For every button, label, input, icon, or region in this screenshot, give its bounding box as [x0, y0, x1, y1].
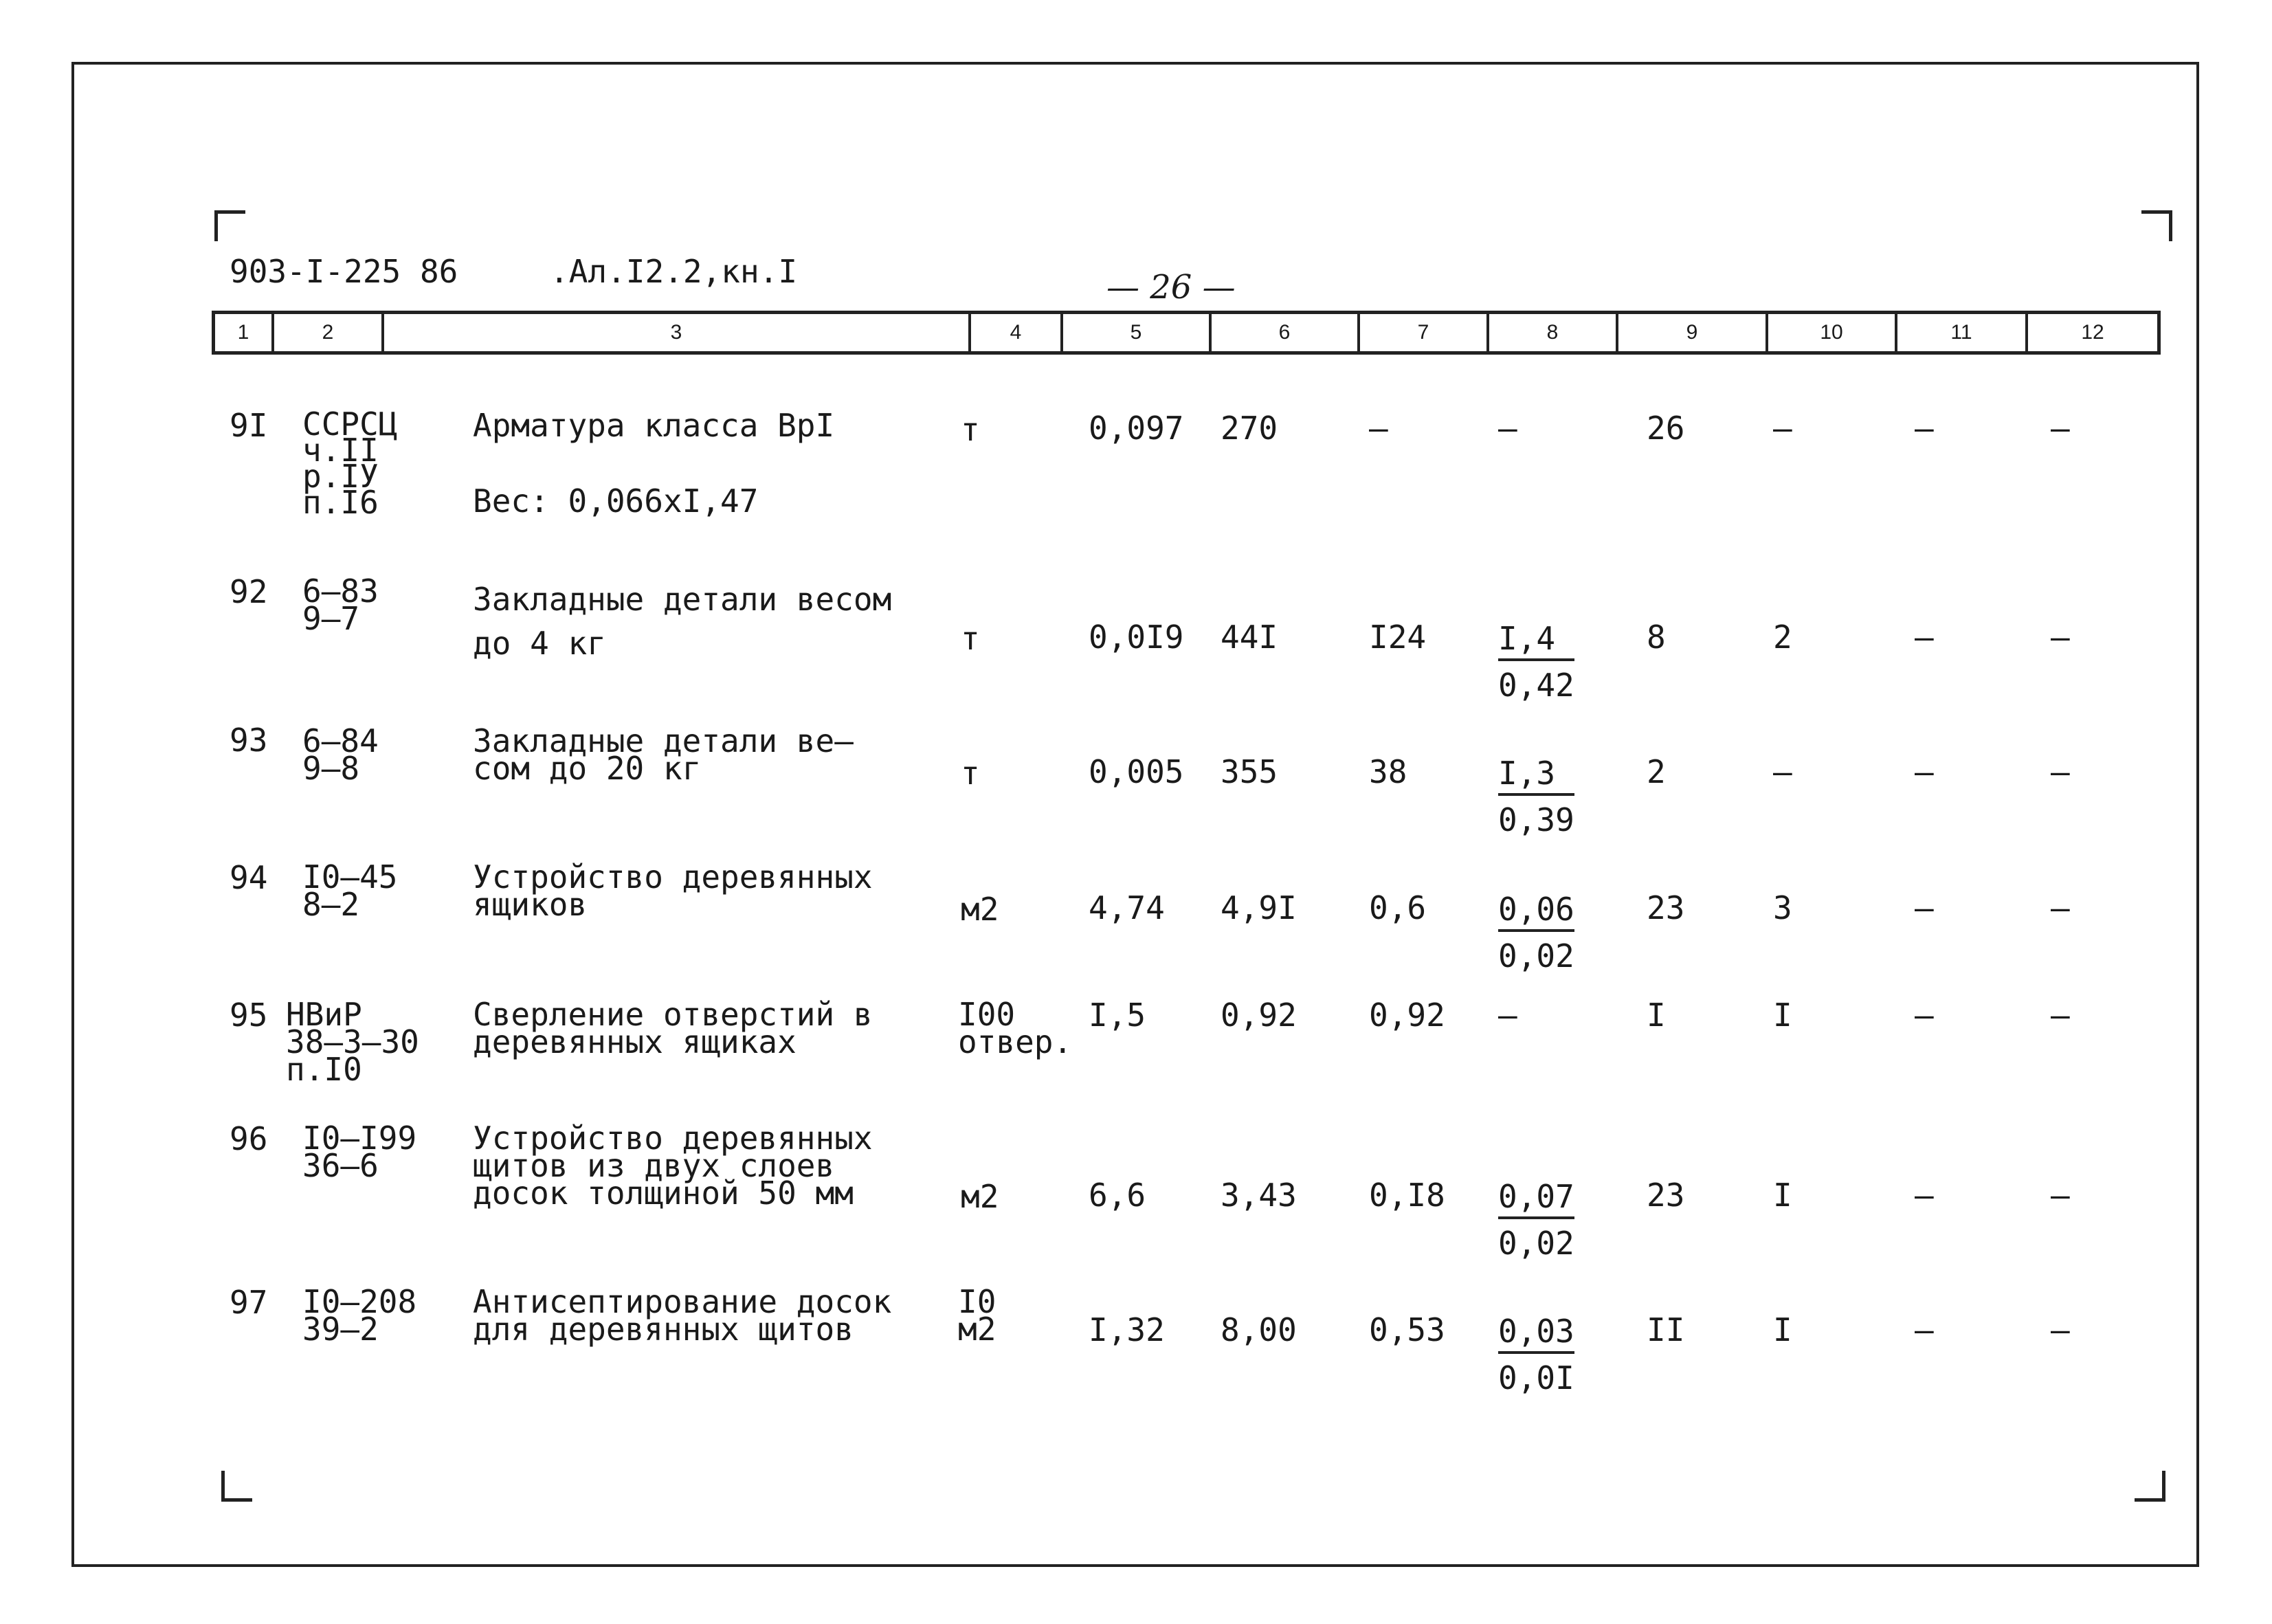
row-name: Сверление отверстий в деревянных ящиках	[473, 996, 873, 1060]
row-unit: т	[961, 755, 980, 792]
row-col9: 8	[1647, 619, 1666, 656]
row-col6: 0,92	[1221, 997, 1297, 1034]
row-col6: 4,9I	[1221, 889, 1297, 926]
row-col7: 0,I8	[1369, 1177, 1445, 1214]
row-col11: –	[1915, 889, 1934, 926]
row-number: 95	[230, 997, 268, 1034]
row-col12: –	[2051, 889, 2070, 926]
row-col11: –	[1915, 410, 1934, 447]
row-number: 92	[230, 573, 268, 610]
row-col8-fraction	[1498, 891, 1574, 975]
column-number: 3	[381, 314, 968, 351]
row-col8: –	[1498, 410, 1517, 447]
row-col10: I	[1773, 1311, 1792, 1348]
row-col12: –	[2051, 1177, 2070, 1214]
fraction-numerator: 0,06	[1498, 893, 1574, 932]
row-col11: –	[1915, 997, 1934, 1034]
row-col9: 2	[1647, 753, 1666, 790]
column-number: 1	[237, 321, 249, 344]
column-number: 5	[1060, 314, 1209, 351]
row-col10: I	[1773, 997, 1792, 1034]
row-col6: 355	[1221, 753, 1278, 790]
row-col11: –	[1915, 753, 1934, 790]
row-number: 9I	[230, 407, 268, 444]
row-number: 97	[230, 1284, 268, 1321]
row-col5: 4,74	[1089, 889, 1165, 926]
row-name: Арматура класса ВрI	[473, 407, 835, 444]
row-name: Закладные детали весом до 4 кг	[473, 581, 892, 662]
row-name-note: Вес: 0,066хI,47	[473, 482, 759, 520]
row-col6: 44I	[1221, 619, 1278, 656]
album-reference: .Ал.I2.2,кн.I	[550, 253, 798, 290]
row-col10: I	[1773, 1177, 1792, 1214]
column-number: 6	[1209, 314, 1357, 351]
fraction-denominator: 0,39	[1498, 801, 1574, 838]
row-col5: 6,6	[1089, 1177, 1146, 1214]
fraction-denominator: 0,42	[1498, 667, 1574, 704]
row-col10: 2	[1773, 619, 1792, 656]
row-col12: –	[2051, 1311, 2070, 1348]
row-unit: м2	[961, 891, 999, 928]
row-name: Устройство деревянных щитов из двух слоев досок толщиной 50 мм	[473, 1120, 873, 1212]
row-col9: II	[1647, 1311, 1685, 1348]
row-unit: I00 отвер.	[958, 996, 1073, 1060]
row-col8-fraction	[1498, 620, 1574, 704]
row-col12: –	[2051, 410, 2070, 447]
row-col9: 26	[1647, 410, 1685, 447]
row-col12: –	[2051, 619, 2070, 656]
row-code: I0–208 39–2	[302, 1283, 417, 1348]
row-number: 96	[230, 1120, 268, 1157]
column-number: 4	[968, 314, 1060, 351]
row-name: Антисептирование досок для деревянных щитов	[473, 1283, 892, 1348]
row-col7: 0,92	[1369, 997, 1445, 1034]
page-number: — 26 —	[1106, 268, 1236, 307]
fraction-numerator: 0,03	[1498, 1315, 1574, 1354]
row-col5: I,5	[1089, 997, 1146, 1034]
row-code: I0–45 8–2	[302, 858, 398, 923]
row-number: 94	[230, 859, 268, 896]
column-number: 9	[1616, 314, 1766, 351]
row-col5: 0,005	[1089, 753, 1184, 790]
row-col11: –	[1915, 1311, 1934, 1348]
row-col12: –	[2051, 997, 2070, 1034]
row-col5: 0,0I9	[1089, 619, 1184, 656]
row-col5: 0,097	[1089, 410, 1184, 447]
column-number: 12	[2025, 314, 2157, 351]
row-col8-fraction	[1498, 1313, 1574, 1397]
row-col7: –	[1369, 410, 1388, 447]
row-col10: –	[1773, 753, 1792, 790]
fraction-denominator: 0,0I	[1498, 1359, 1574, 1397]
row-col6: 270	[1221, 410, 1278, 447]
row-col10: –	[1773, 410, 1792, 447]
row-col7: I24	[1369, 619, 1427, 656]
row-number: 93	[230, 722, 268, 759]
row-col9: 23	[1647, 1177, 1685, 1214]
row-unit: т	[961, 411, 980, 448]
row-code: I0–I99 36–6	[302, 1120, 417, 1184]
fraction-numerator: I,4	[1498, 623, 1574, 661]
fraction-denominator: 0,02	[1498, 1225, 1574, 1262]
column-number: 10	[1766, 314, 1895, 351]
row-col5: I,32	[1089, 1311, 1165, 1348]
row-col9: 23	[1647, 889, 1685, 926]
row-name: Закладные детали ве– сом до 20 кг	[473, 722, 854, 787]
row-unit: т	[961, 620, 980, 657]
row-code: НВиР 38–3–30 п.I0	[286, 996, 419, 1088]
row-col11: –	[1915, 1177, 1934, 1214]
row-unit: I0 м2	[958, 1283, 996, 1348]
row-col9: I	[1647, 997, 1666, 1034]
document-code: 903-I-225 86	[230, 253, 458, 290]
fraction-numerator: I,3	[1498, 757, 1574, 796]
column-number: 2	[271, 314, 381, 351]
column-number: 8	[1486, 314, 1616, 351]
row-col6: 3,43	[1221, 1177, 1297, 1214]
row-col7: 0,53	[1369, 1311, 1445, 1348]
column-number-header	[212, 311, 2161, 355]
row-col8: –	[1498, 997, 1517, 1034]
corner-mark-top-right	[2141, 210, 2172, 241]
corner-mark-bottom-left	[221, 1471, 252, 1502]
row-col7: 38	[1369, 753, 1407, 790]
row-col6: 8,00	[1221, 1311, 1297, 1348]
row-col12: –	[2051, 753, 2070, 790]
row-col8-fraction	[1498, 1178, 1574, 1262]
row-code: ССРСЦ ч.II р.IУ п.I6	[302, 405, 398, 521]
row-name: Устройство деревянных ящиков	[473, 858, 873, 923]
corner-mark-bottom-right	[2135, 1471, 2165, 1502]
row-col8-fraction	[1498, 757, 1574, 836]
fraction-denominator: 0,02	[1498, 937, 1574, 975]
row-col7: 0,6	[1369, 889, 1427, 926]
row-col11: –	[1915, 619, 1934, 656]
column-number: 7	[1357, 314, 1486, 351]
fraction-numerator: 0,07	[1498, 1181, 1574, 1219]
corner-mark-top-left	[214, 210, 245, 241]
row-code: 6–83 9–7	[302, 572, 379, 637]
column-number: 11	[1895, 314, 2025, 351]
row-unit: м2	[961, 1178, 999, 1215]
row-code: 6–84 9–8	[302, 722, 379, 787]
row-col10: 3	[1773, 889, 1792, 926]
